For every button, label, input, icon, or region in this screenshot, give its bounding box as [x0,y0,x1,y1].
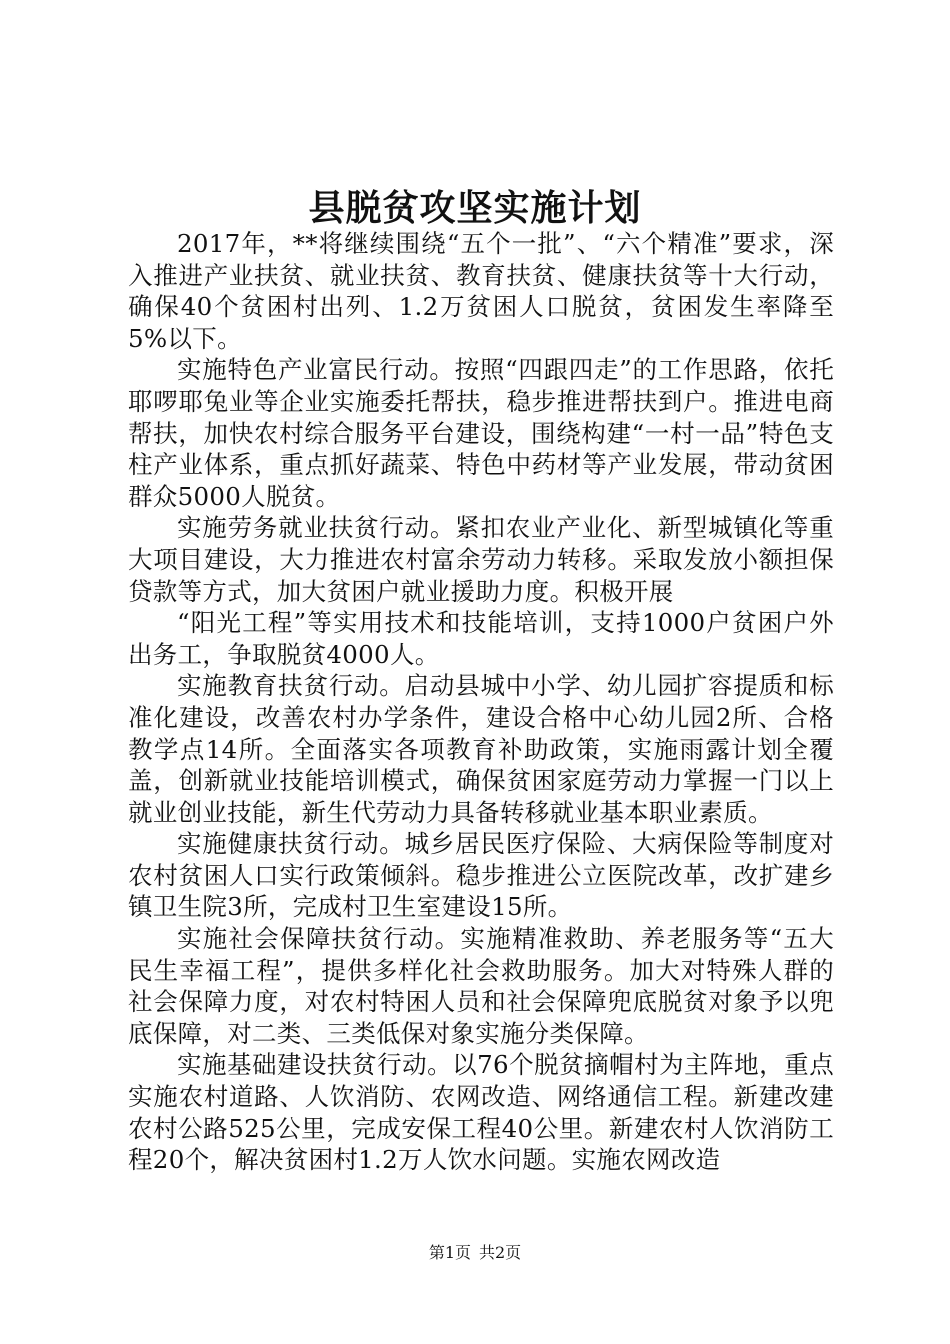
paragraph-employment: 实施劳务就业扶贫行动。紧扣农业产业化、新型城镇化等重大项目建设，大力推进农村富余劳动力转移。采取发放小额担保贷款等方式，加大贫困户就业援助力度。积极开展 [128,513,834,606]
page-footer [0,1242,950,1264]
page-total: 共2页 [479,1243,522,1262]
paragraph-health: 实施健康扶贫行动。城乡居民医疗保险、大病保险等制度对农村贫困人口实行政策倾斜。稳步推进公立医院改革，改扩建乡镇卫生院3所，完成村卫生室建设15所。 [128,829,834,922]
paragraph-intro: 2017年，**将继续围绕“五个一批”、“六个精准”要求，深入推进产业扶贫、就业扶贫、教育扶贫、健康扶贫等十大行动，确保40个贫困村出列、1.2万贫困人口脱贫，贫困发生率降至5%以下。 [128,229,834,353]
paragraph-social-security: 实施社会保障扶贫行动。实施精准救助、养老服务等“五大民生幸福工程”，提供多样化社会救助服务。加大对特殊人群的社会保障力度，对农村特困人员和社会保障兜底脱贫对象予以兜底保障，对二类、三类低保对象实施分类保障。 [128,924,834,1048]
document-title: 县脱贫攻坚实施计划 [308,187,642,229]
paragraph-infrastructure: 实施基础建设扶贫行动。以76个脱贫摘帽村为主阵地，重点实施农村道路、人饮消防、农网改造、网络通信工程。新建改建农村公路525公里，完成安保工程40公里。新建农村人饮消防工程20个，解决贫困村1.2万人饮水问题。实施农网改造 [128,1050,834,1175]
document-body [128,228,834,1176]
paragraph-employment-continued: “阳光工程”等实用技术和技能培训，支持1000户贫困户外出务工，争取脱贫4000人。 [128,608,834,669]
paragraph-industry: 实施特色产业富民行动。按照“四跟四走”的工作思路，依托耶啰耶兔业等企业实施委托帮扶，稳步推进帮扶到户。推进电商帮扶，加快农村综合服务平台建设，围绕构建“一村一品”特色支柱产业体系，重点抓好蔬菜、特色中药材等产业发展，带动贫困群众5000人脱贫。 [128,355,834,511]
page-number: 第1页 [428,1243,471,1262]
paragraph-education: 实施教育扶贫行动。启动县城中小学、幼儿园扩容提质和标准化建设，改善农村办学条件，建设合格中心幼儿园2所、合格教学点14所。全面落实各项教育补助政策，实施雨露计划全覆盖，创新就业技能培训模式，确保贫困家庭劳动力掌握一门以上就业创业技能，新生代劳动力具备转移就业基本职业素质。 [128,671,834,827]
